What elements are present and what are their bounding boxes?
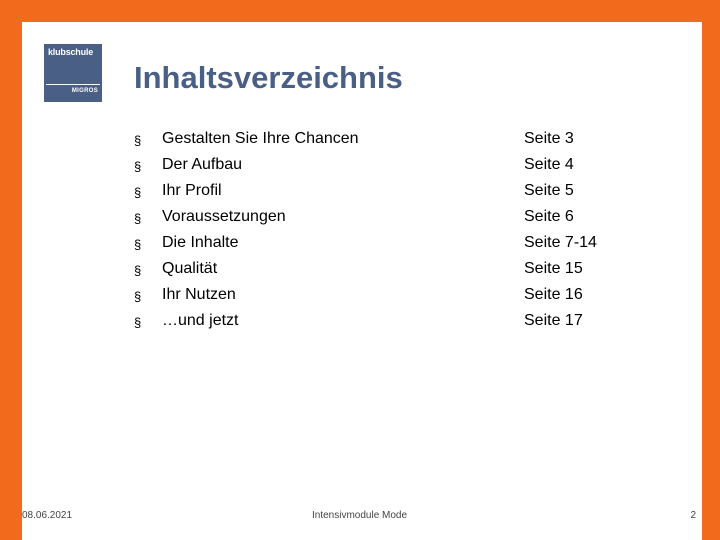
bullet-icon: § — [134, 263, 142, 278]
footer-title: Intensivmodule Mode — [312, 510, 408, 521]
toc-page: Seite 4 — [524, 156, 574, 173]
bullet-icon: § — [134, 185, 142, 200]
page-title: Inhaltsverzeichnis — [134, 60, 403, 95]
toc-page: Seite 17 — [524, 312, 583, 329]
footer-date: 08.06.2021 — [22, 510, 73, 521]
toc-page: Seite 15 — [524, 260, 583, 277]
logo-bottom-text: MIGROS — [71, 88, 98, 94]
bullet-icon: § — [134, 159, 142, 174]
table-of-contents — [134, 130, 614, 338]
toc-row — [134, 208, 614, 234]
toc-row — [134, 156, 614, 182]
bullet-icon: § — [134, 133, 142, 148]
logo-divider — [46, 84, 100, 85]
toc-row — [134, 234, 614, 260]
toc-page: Seite 7-14 — [524, 234, 597, 251]
toc-row — [134, 130, 614, 156]
logo-top-text: klubschule — [48, 47, 94, 57]
footer-page-number: 2 — [690, 510, 696, 521]
toc-label: …und jetzt — [162, 312, 239, 329]
bullet-icon: § — [134, 237, 142, 252]
toc-label: Ihr Profil — [162, 182, 222, 199]
toc-label: Gestalten Sie Ihre Chancen — [162, 130, 359, 147]
bullet-icon: § — [134, 315, 142, 330]
toc-row — [134, 286, 614, 312]
toc-row — [134, 260, 614, 286]
slide — [22, 22, 702, 540]
toc-page: Seite 16 — [524, 286, 583, 303]
toc-row — [134, 312, 614, 338]
toc-page: Seite 6 — [524, 208, 574, 225]
bullet-icon: § — [134, 289, 142, 304]
toc-page: Seite 5 — [524, 182, 574, 199]
toc-label: Qualität — [162, 260, 218, 277]
toc-label: Ihr Nutzen — [162, 286, 236, 303]
toc-label: Die Inhalte — [162, 234, 239, 251]
bullet-icon: § — [134, 211, 142, 226]
toc-label: Voraussetzungen — [162, 208, 286, 225]
toc-row — [134, 182, 614, 208]
toc-page: Seite 3 — [524, 130, 574, 147]
toc-label: Der Aufbau — [162, 156, 243, 173]
klubschule-migros-logo — [44, 44, 102, 102]
